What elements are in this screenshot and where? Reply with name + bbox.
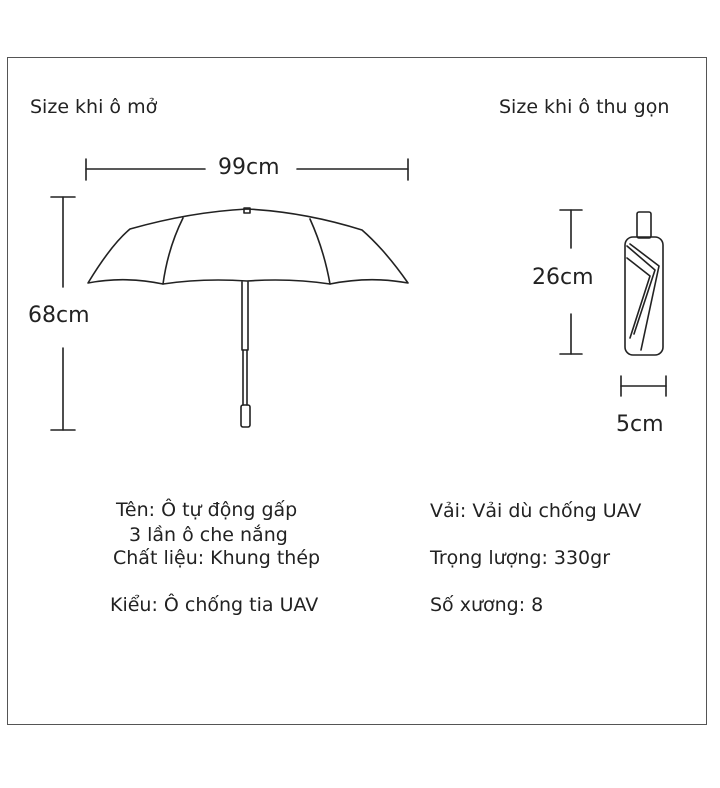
spec-ribs: Số xương: 8: [430, 594, 544, 616]
folded-size-heading: Size khi ô thu gọn: [499, 96, 670, 118]
spec-name-line1: Tên: Ô tự động gấp: [116, 499, 298, 521]
folded-width-dimension-line: [621, 376, 666, 396]
open-size-heading: Size khi ô mở: [30, 96, 158, 118]
spec-type: Kiểu: Ô chống tia UAV: [110, 594, 319, 616]
folded-length-label: 26cm: [532, 265, 594, 290]
spec-weight: Trọng lượng: 330gr: [430, 547, 611, 569]
open-width-label: 99cm: [218, 155, 280, 180]
spec-name-line2: 3 lần ô che nắng: [129, 524, 288, 546]
open-height-label: 68cm: [28, 303, 90, 328]
folded-width-label: 5cm: [616, 412, 664, 437]
spec-fabric: Vải: Vải dù chống UAV: [430, 500, 642, 522]
spec-material: Chất liệu: Khung thép: [113, 547, 321, 569]
open-umbrella-drawing: [88, 208, 408, 427]
folded-umbrella-drawing: [625, 212, 663, 355]
